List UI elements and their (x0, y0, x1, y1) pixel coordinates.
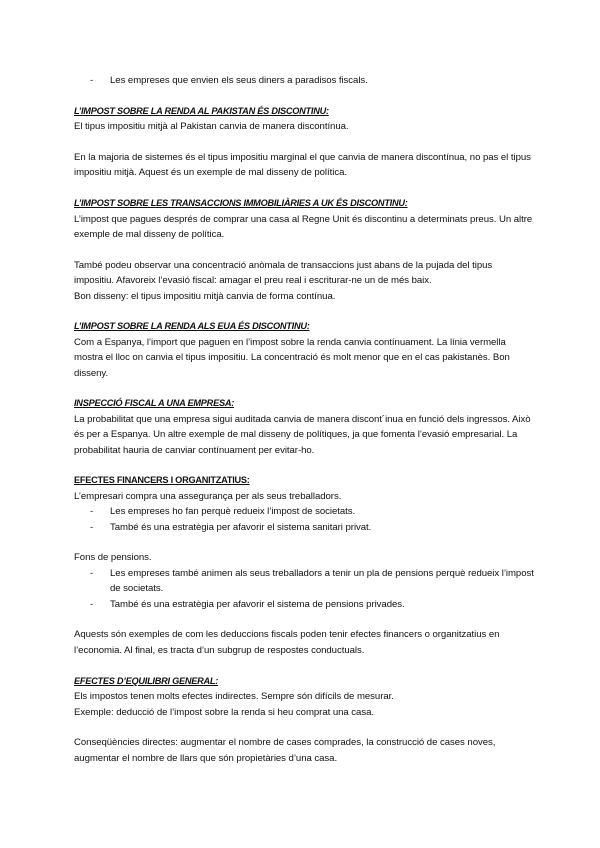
document-page (74, 73, 534, 766)
bullet-dash: - (90, 521, 94, 533)
body-paragraph: Aquests són exemples de com les deduccions fiscals poden tenir efectes financers o organitzatius en l’economia. Al final, es tracta d’un subgrup de respostes conductuals. (74, 629, 500, 656)
paragraph-spacer (74, 381, 534, 396)
bullet-dash: - (90, 598, 94, 610)
bullet-text: També és una estratègia per afavorir el sistema sanitari privat. (110, 521, 372, 533)
body-paragraph: L’impost que pagues després de comprar una casa al Regne Unit és discontinu a determinats preus. Un altre exemple de mal disseny de política. (74, 213, 533, 241)
section-heading: L’IMPOST SOBRE LA RENDA ALS EUA ÉS DISCONTINU: (74, 321, 310, 332)
body-paragraph: Exemple: deducció de l’impost sobre la renda si heu comprat una casa. (74, 706, 374, 718)
bullet-item (74, 504, 534, 519)
bullet-dash: - (90, 75, 94, 86)
bullet-item (74, 73, 534, 88)
paragraph-spacer (74, 458, 534, 473)
bullet-item (74, 597, 534, 612)
bullet-item (74, 566, 534, 597)
section-heading: EFECTES FINANCERS I ORGANITZATIUS: (74, 475, 250, 486)
section-heading: EFECTES D’EQUILIBRI GENERAL: (74, 675, 219, 686)
section-heading: L’IMPOST SOBRE LES TRANSACCIONS IMMOBILIÀRIES A UK ÉS DISCONTINU: (74, 198, 408, 209)
bullet-dash: - (90, 506, 94, 518)
bullet-dash: - (90, 567, 94, 579)
paragraph-spacer (74, 135, 534, 150)
body-paragraph: També podeu observar una concentració anòmala de transaccions just abans de la pujada del tipus impositiu. Afavoreix l’evasió fiscal: amagar el preu real i escriturar-ne un de més baix. (74, 259, 493, 287)
bullet-text: Les empreses ho fan perquè redueix l’impost de societats. (110, 506, 356, 518)
bullet-text: Les empreses també animen als seus treballadors a tenir un pla de pensions perquè redueix l’impost de societats. (110, 567, 534, 595)
body-paragraph: Com a Espanya, l’import que paguen en l’impost sobre la renda canvia contínuament. La línia vermella mostra el lloc on canvia el tipus impositiu. La concentració és molt menor que en el cas pakistanès. Bon disseny. (74, 336, 510, 379)
paragraph-spacer (74, 720, 534, 735)
paragraph-spacer (74, 535, 534, 550)
bullet-item (74, 520, 534, 535)
bullet-text: També és una estratègia per afavorir el sistema de pensions privades. (110, 598, 405, 610)
section-heading: INSPECCIÓ FISCAL A UNA EMPRESA: (74, 398, 235, 409)
body-paragraph: El tipus impositiu mitjà al Pakistan canvia de manera discontínua. (74, 121, 349, 133)
body-paragraph: Els impostos tenen molts efectes indirectes. Sempre són difícils de mesurar. (74, 691, 394, 703)
body-paragraph: Fons de pensions. (74, 552, 152, 564)
bullet-text: Les empreses que envien els seus diners a paradisos fiscals. (110, 75, 368, 86)
paragraph-spacer (74, 88, 534, 103)
paragraph-spacer (74, 242, 534, 257)
body-paragraph: Conseqüències directes: augmentar el nombre de cases comprades, la construcció de cases noves, augmentar el nombre de llars que són propietàries d’una casa. (74, 737, 496, 764)
body-paragraph: Bon disseny: el tipus impositiu mitjà canvia de forma contínua. (74, 290, 336, 302)
body-paragraph: La probabilitat que una empresa sigui auditada canvia de manera discont´inua en funció dels ingressos. Això és per a Espanya. Un altre exemple de mal disseny de polítiques, ja que fomenta l’evasió empresarial. La probabilitat hauria de canviar contínuament per evitar-ho. (74, 413, 531, 456)
body-paragraph: L’empresari compra una assegurança per als seus treballadors. (74, 490, 342, 502)
section-heading: L’IMPOST SOBRE LA RENDA AL PAKISTAN ÉS DISCONTINU: (74, 105, 329, 116)
paragraph-spacer (74, 304, 534, 319)
paragraph-spacer (74, 181, 534, 196)
paragraph-spacer (74, 612, 534, 627)
paragraph-spacer (74, 658, 534, 673)
body-paragraph: En la majoria de sistemes és el tipus impositiu marginal el que canvia de manera discontínua, no pas el tipus impositiu mitjà. Aquest és un exemple de mal disseny de política. (74, 152, 531, 179)
